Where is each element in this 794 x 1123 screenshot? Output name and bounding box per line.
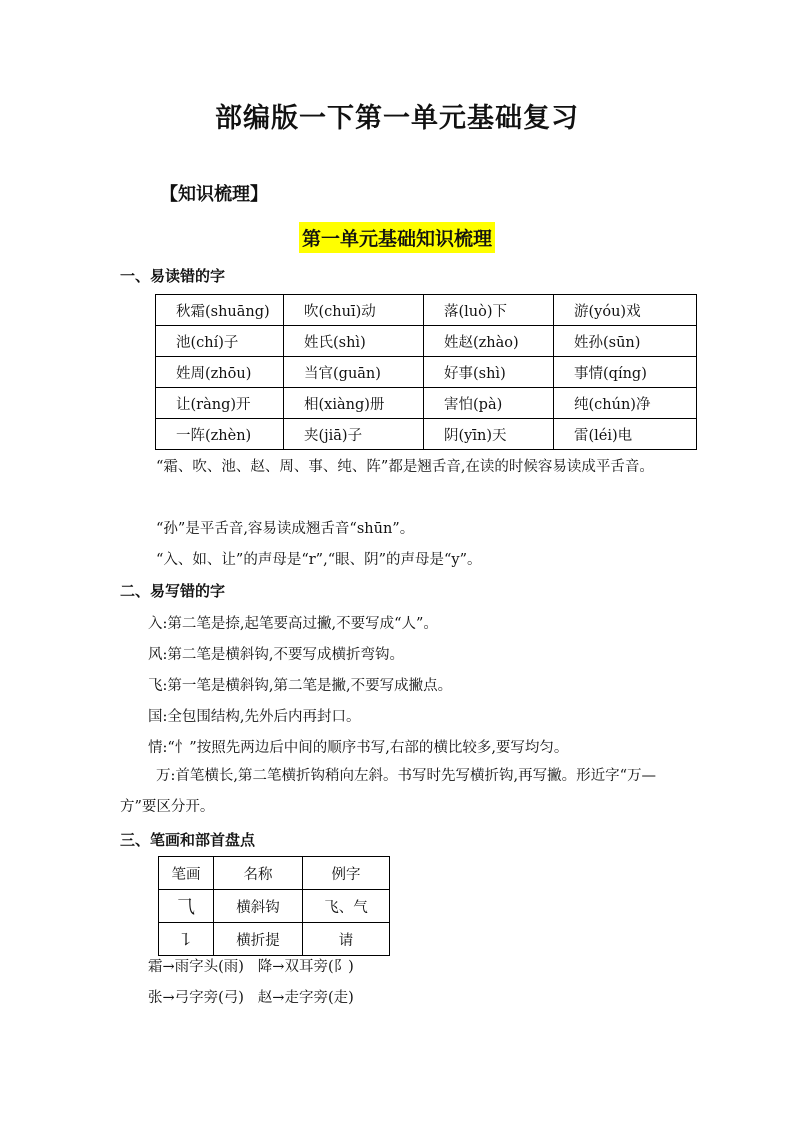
table-cell: 夹(jiā)子 <box>284 419 424 450</box>
note-initials: “入、如、让”的声母是“r”,“眼、阴”的声母是“y”。 <box>156 552 482 568</box>
list-item: 万:首笔横长,第二笔横折钩稍向左斜。书写时先写横折钩,再写撇。形近字“万—方”要区分开。 <box>120 768 657 815</box>
highlight-title: 第一单元基础知识梳理 <box>299 222 495 253</box>
table-cell: 雷(léi)电 <box>554 419 697 450</box>
highlight-title-wrap <box>0 222 794 253</box>
table-cell: 请 <box>303 923 390 956</box>
radical-line: 张→弓字旁(弓) 赵→走字旁(走) <box>148 990 354 1006</box>
stroke-glyph: ㇊ <box>159 923 214 956</box>
radical-line: 霜→雨字头(雨) 降→双耳旁(阝) <box>148 959 354 975</box>
table-cell: 相(xiàng)册 <box>284 388 424 419</box>
note-retroflex: “霜、吹、池、赵、周、事、纯、阵”都是翘舌音,在读的时候容易读成平舌音。 <box>156 459 654 475</box>
table-row <box>156 326 697 357</box>
section2-heading: 二、易写错的字 <box>120 582 226 600</box>
table-cell: 姓周(zhōu) <box>156 357 284 388</box>
list-item: 飞:第一笔是横斜钩,第二笔是撇,不要写成撇点。 <box>148 678 453 694</box>
table-cell: 让(ràng)开 <box>156 388 284 419</box>
column-header: 名称 <box>214 857 303 890</box>
table-cell: 姓孙(sūn) <box>554 326 697 357</box>
table-row <box>156 388 697 419</box>
list-item: 入:第二笔是捺,起笔要高过撇,不要写成“人”。 <box>148 616 438 632</box>
table-row <box>156 419 697 450</box>
table-cell: 横折提 <box>214 923 303 956</box>
table-header-row <box>159 857 390 890</box>
column-header: 笔画 <box>159 857 214 890</box>
table-cell: 害怕(pà) <box>424 388 554 419</box>
table-cell: 姓赵(zhào) <box>424 326 554 357</box>
section1-heading: 一、易读错的字 <box>120 267 226 285</box>
page-title: 部编版一下第一单元基础复习 <box>215 103 579 134</box>
table-row <box>159 923 390 956</box>
table-row <box>156 295 697 326</box>
table-cell: 吹(chuī)动 <box>284 295 424 326</box>
misread-chars-table <box>155 294 697 450</box>
list-item: 国:全包围结构,先外后内再封口。 <box>148 709 361 725</box>
knowledge-heading: 【知识梳理】 <box>160 184 268 205</box>
table-cell: 飞、气 <box>303 890 390 923</box>
table-row <box>159 890 390 923</box>
table-cell: 纯(chún)净 <box>554 388 697 419</box>
table-cell: 阴(yīn)天 <box>424 419 554 450</box>
table-cell: 池(chí)子 <box>156 326 284 357</box>
column-header: 例字 <box>303 857 390 890</box>
table-cell: 好事(shì) <box>424 357 554 388</box>
table-cell: 一阵(zhèn) <box>156 419 284 450</box>
table-cell: 横斜钩 <box>214 890 303 923</box>
note-flat-tongue: “孙”是平舌音,容易读成翘舌音“shūn”。 <box>156 521 415 537</box>
table-cell: 落(luò)下 <box>424 295 554 326</box>
section3-heading: 三、笔画和部首盘点 <box>120 831 256 849</box>
table-cell: 秋霜(shuāng) <box>156 295 284 326</box>
table-row <box>156 357 697 388</box>
strokes-table <box>158 856 390 956</box>
stroke-glyph: ⺄ <box>159 890 214 923</box>
table-cell: 事情(qíng) <box>554 357 697 388</box>
table-cell: 当官(guān) <box>284 357 424 388</box>
list-item: 情:“忄”按照先两边后中间的顺序书写,右部的横比较多,要写均匀。 <box>148 740 569 756</box>
list-item: 风:第二笔是横斜钩,不要写成横折弯钩。 <box>148 647 404 663</box>
table-cell: 游(yóu)戏 <box>554 295 697 326</box>
table-cell: 姓氏(shì) <box>284 326 424 357</box>
